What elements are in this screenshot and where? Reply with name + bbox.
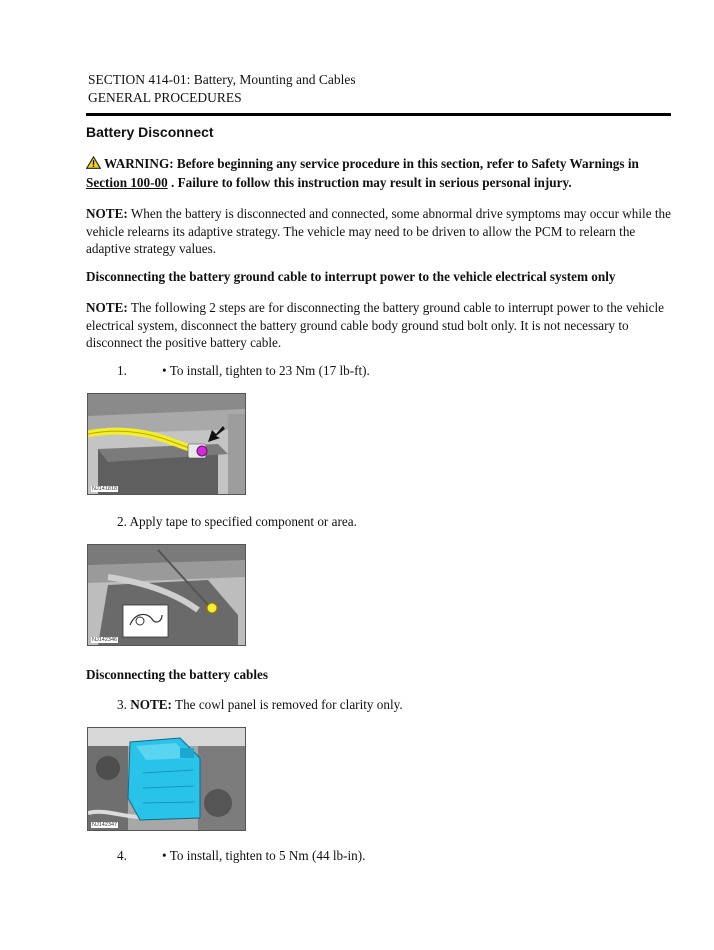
- battery-cover-illustration: [88, 728, 245, 830]
- section-header: SECTION 414-01: Battery, Mounting and Cables: [88, 72, 356, 87]
- step-1-instruction: To install, tighten to 23 Nm (17 lb-ft).: [169, 363, 370, 378]
- bullet: •: [162, 848, 167, 863]
- warning-label: WARNING:: [104, 156, 174, 171]
- step-4-text: [162, 848, 365, 864]
- step-2-instruction: Apply tape to specified component or area.: [129, 514, 357, 529]
- figure-id: NJ142346: [92, 637, 118, 643]
- figure-apply-tape: [87, 544, 246, 646]
- page-title: Battery Disconnect: [86, 124, 214, 140]
- figure-id: NJ141818: [92, 486, 118, 492]
- step-4-number: 4.: [117, 848, 127, 863]
- step-2-number: 2.: [117, 514, 127, 529]
- warning-icon: [86, 156, 101, 174]
- note-label: NOTE:: [86, 206, 128, 221]
- step-4-instruction: To install, tighten to 5 Nm (44 lb-in).: [169, 848, 366, 863]
- note-label: NOTE:: [130, 697, 172, 712]
- warning-block: [86, 155, 671, 191]
- subheading-ground-cable: Disconnecting the battery ground cable to interrupt power to the vehicle electrical system only: [86, 269, 616, 284]
- tape-illustration: [88, 545, 245, 645]
- note-text: The following 2 steps are for disconnecting the battery ground cable to interrupt power to the vehicle electrical system, disconnect the battery ground cable body ground stud bolt only. It is not necessary to disconnect the positive battery cable.: [86, 300, 665, 350]
- ground-cable-illustration: [88, 394, 245, 494]
- note-label: NOTE:: [86, 300, 128, 315]
- bullet: •: [162, 363, 167, 378]
- step-1-number: 1.: [117, 363, 127, 378]
- figure-cowl-removed: [87, 727, 246, 831]
- note-text: When the battery is disconnected and connected, some abnormal drive symptoms may occur while the vehicle relearns its adaptive strategy. The vehicle may need to be driven to allow the PCM to relearn the adaptive strategy values.: [86, 206, 671, 256]
- figure-ground-cable-bolt: [87, 393, 246, 495]
- note-ground-cable: [86, 299, 671, 352]
- step-1-text: [162, 363, 370, 379]
- note-adaptive-strategy: [86, 205, 671, 258]
- figure-id: NJ142347: [92, 822, 118, 828]
- step-3-number: 3.: [117, 697, 127, 712]
- step-3-instruction: The cowl panel is removed for clarity only.: [175, 697, 403, 712]
- subheading-battery-cables: Disconnecting the battery cables: [86, 667, 269, 682]
- warning-text-end: . Failure to follow this instruction may result in serious personal injury.: [170, 174, 572, 190]
- header-divider: [86, 113, 671, 116]
- step-3: [117, 697, 403, 713]
- category-header: GENERAL PROCEDURES: [88, 90, 242, 105]
- section-link[interactable]: Section 100-00: [86, 174, 168, 190]
- step-2: [117, 514, 357, 530]
- warning-text: Before beginning any service procedure in this section, refer to Safety Warnings in: [176, 156, 639, 171]
